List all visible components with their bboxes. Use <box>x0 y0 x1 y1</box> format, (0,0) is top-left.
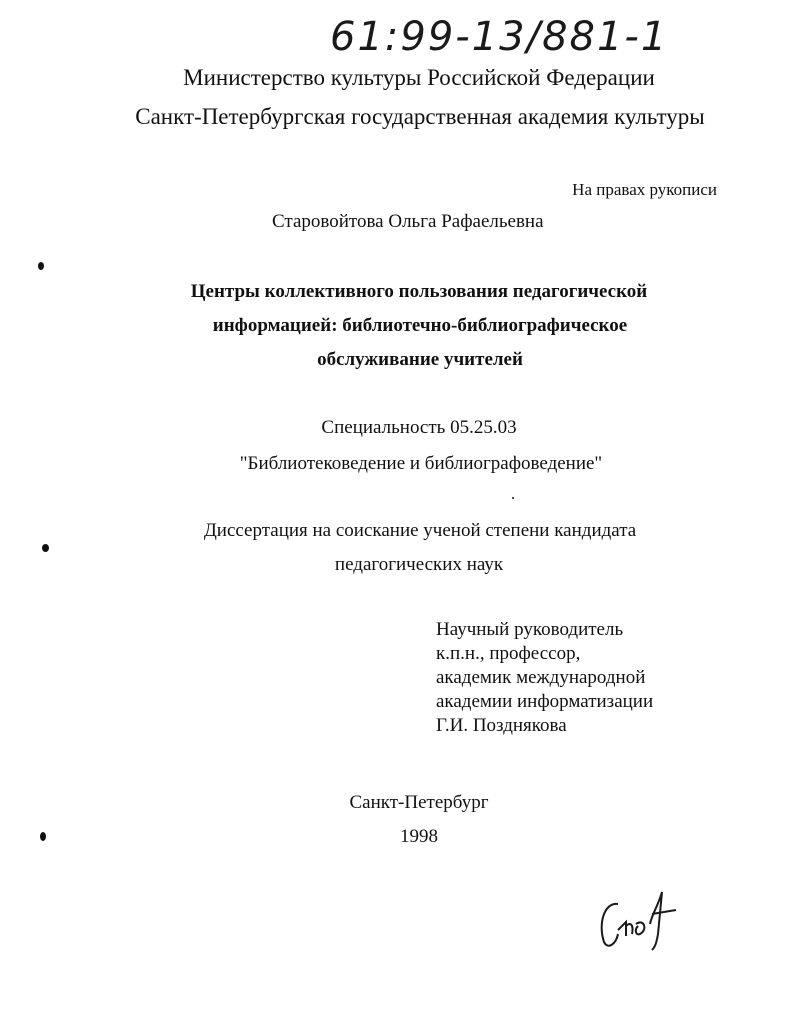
binding-hole-dot <box>40 832 46 841</box>
publication-year: 1998 <box>400 826 438 847</box>
manuscript-rights-note: На правах рукописи <box>572 180 717 199</box>
catalog-number: 61:99-13/881-1 <box>330 14 669 60</box>
dissertation-degree-line: педагогических наук <box>334 554 504 575</box>
supervisor-line: Научный руководитель <box>436 619 624 640</box>
thesis-title-line: обслуживание учителей <box>317 349 523 370</box>
supervisor-line: к.п.н., профессор, <box>436 643 581 664</box>
supervisor-line: академик международной <box>436 667 646 688</box>
speck <box>512 497 514 499</box>
binding-hole-dot <box>38 262 44 270</box>
academy-heading: Санкт-Петербургская государственная академия культуры <box>135 104 705 129</box>
publication-city: Санкт-Петербург <box>349 792 489 813</box>
dissertation-degree-line: Диссертация на соискание ученой степени кандидата <box>203 520 637 541</box>
specialty-name: "Библиотековедение и библиографоведение" <box>239 453 603 474</box>
binding-hole-dot <box>42 544 49 552</box>
ministry-heading: Министерство культуры Российской Федерации <box>183 65 655 90</box>
thesis-title-line: Центры коллективного пользования педагогической <box>190 281 648 302</box>
specialty-code: Специальность 05.25.03 <box>321 417 517 438</box>
thesis-title-line: информацией: библиотечно-библиографическое <box>212 315 628 336</box>
supervisor-line: Г.И. Позднякова <box>436 715 567 736</box>
author-name: Старовойтова Ольга Рафаельевна <box>272 211 544 232</box>
supervisor-line: академии информатизации <box>436 691 654 712</box>
signature-mark <box>596 884 686 954</box>
supervisor-block <box>436 618 653 738</box>
